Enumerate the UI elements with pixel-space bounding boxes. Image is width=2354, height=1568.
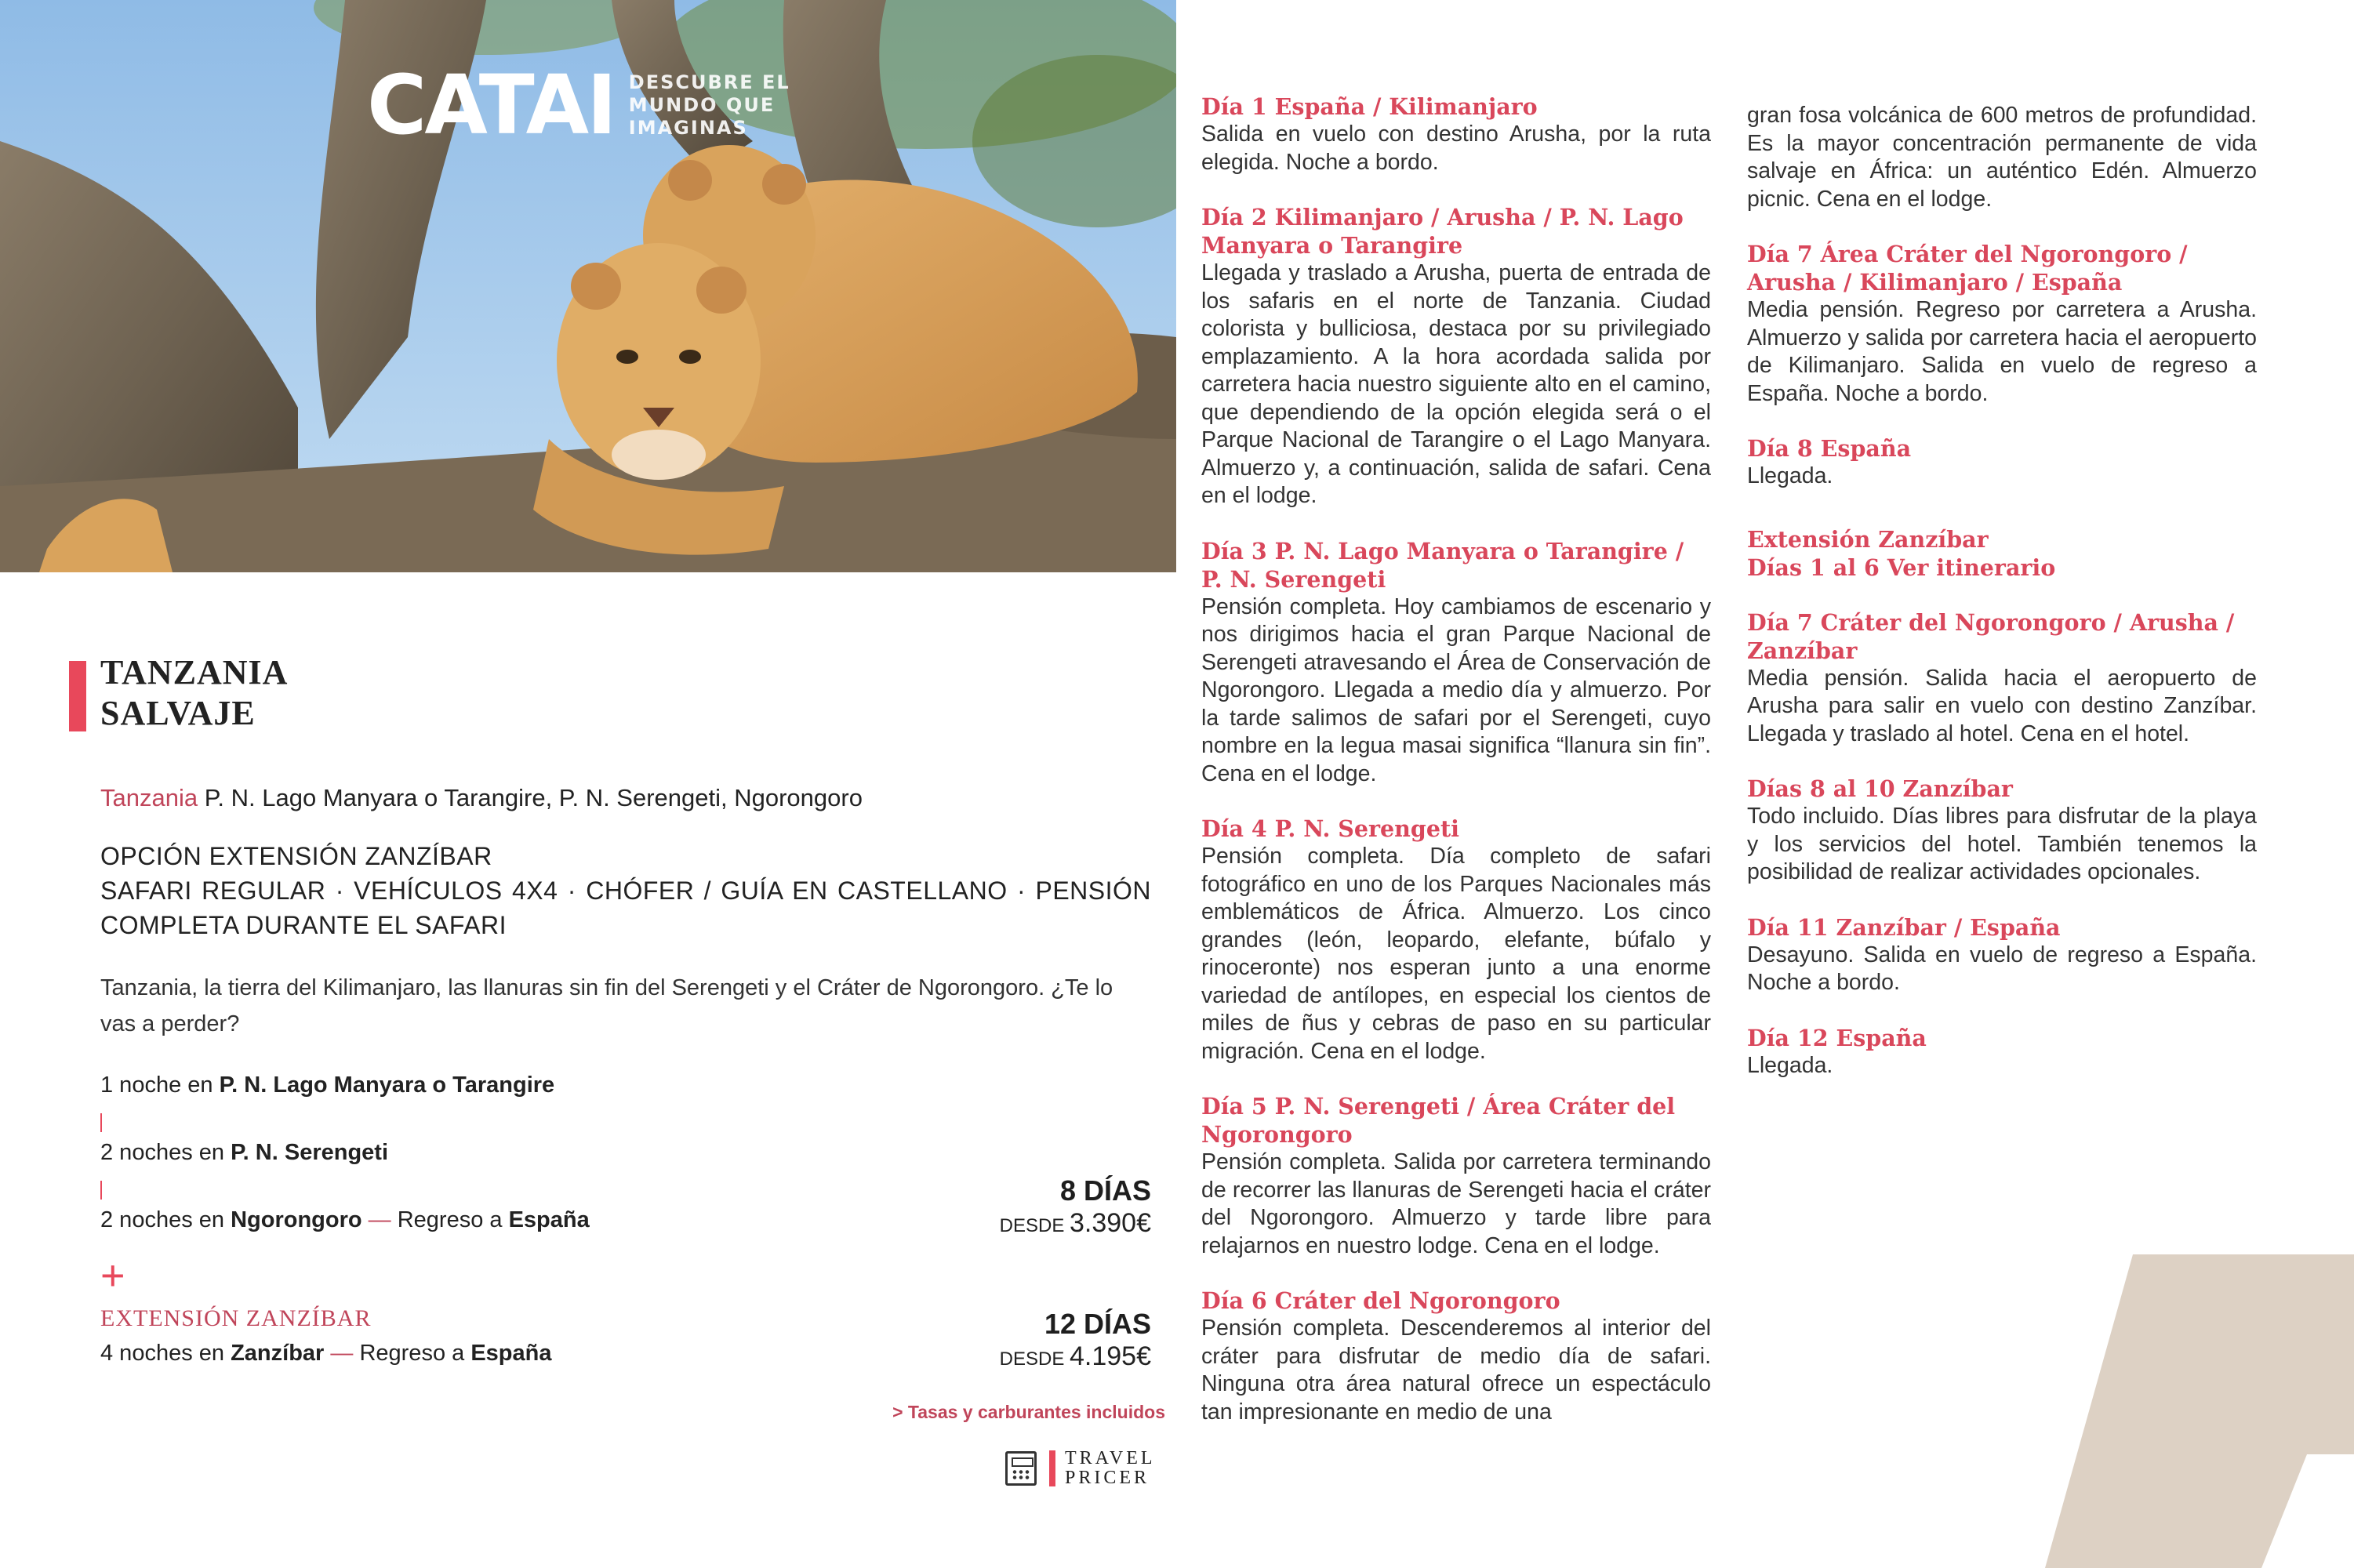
stay-return-country: España [508,1207,590,1232]
extension-title: EXTENSIÓN ZANZÍBAR [100,1305,372,1331]
extension-heading-line: Días 1 al 6 Ver itinerario [1747,554,2056,581]
price-line [1000,1341,1151,1375]
stay-place: P. N. Serengeti [231,1140,389,1165]
price-amount: 3.390€ [1070,1208,1151,1238]
price-8-days [1000,1174,1151,1242]
region-places: P. N. Lago Manyara o Tarangire, P. N. Serengeti, Ngorongoro [204,784,863,811]
pricer-word: TRAVEL [1065,1448,1156,1468]
itinerary-column-2 [1747,102,2257,1106]
stay-nights: 2 noches en [100,1207,231,1232]
stay-dash: — [361,1207,398,1232]
day-title: Día 2 Kilimanjaro / Arusha / P. N. Lago Manyara o Tarangire [1201,204,1684,259]
price-duration: 12 DÍAS [1044,1308,1151,1340]
day-title: Día 7 Área Cráter del Ngorongoro / Arusha / Kilimanjaro / España [1747,241,2188,296]
stay-return: Regreso a [397,1207,509,1232]
brand-wordmark: CATAI [367,57,615,153]
stay-nights: 2 noches en [100,1140,231,1165]
extension-day [1747,913,2257,997]
day-title: Día 7 Cráter del Ngorongoro / Arusha / Zanzíbar [1747,608,2235,664]
day-text: Media pensión. Salida hacia el aeropuerto de Arusha para salir en vuelo con destino Zanzíbar. Llegada y traslado al hotel. Cena en el hotel. [1747,665,2257,746]
day-text: Pensión completa. Día completo de safari fotográfico en uno de los Parques Nacionales más emblemáticos de África. Almuerzo. Los cinco grandes (león, leopardo, elefante, búfalo y rinoceronte) nos esperan junto a una enorme variedad de antílopes, en especial los cientos de miles de ñus y cebras de paso en su particular migración. Cena en el lodge. [1201,844,1711,1064]
day-text: Pensión completa. Hoy cambiamos de escenario y nos dirigimos hacia el gran Parque Nacional de Serengeti atravesando el Área de Conservación de Ngorongoro. Llegada a medio día y almuerzo. Por la tarde salimos de safari por el Serengeti, cuyo nombre en la legua masai significa “llanura sin fin”. Cena en el lodge. [1201,593,1711,786]
stay-item [100,1341,551,1367]
itinerary-day [1747,434,2257,491]
spec-line: OPCIÓN EXTENSIÓN ZANZÍBAR [100,842,492,870]
extension-day [1747,608,2257,749]
extension-day [1747,775,2257,887]
itinerary-day [1201,537,1711,789]
day-title: Día 5 P. N. Serengeti / Área Cráter del Ngorongoro [1201,1093,1676,1148]
day-text: Media pensión. Regreso por carretera a Arusha. Almuerzo y salida por carretera hacia el aeropuerto de Kilimanjaro. Salida en vuelo de regreso a España. Noche a bordo. [1747,297,2257,406]
page-title [100,652,288,734]
day-title: Día 12 España [1747,1024,1927,1051]
day-title: Día 11 Zanzíbar / España [1747,913,2061,941]
pricer-word: PRICER [1065,1468,1150,1488]
brand-tagline [629,71,790,140]
price-duration: 8 DÍAS [1059,1174,1151,1207]
page-title-line: SALVAJE [100,694,256,732]
taxes-included-link[interactable]: > Tasas y carburantes incluidos [892,1402,1165,1422]
day-text: Pensión completa. Salida por carretera terminando de recorrer las llanuras de Serengeti hacia el cráter del Ngorongoro. Almuerzo y tarde libre para relajarnos en nuestro lodge. Cena en el lodge. [1201,1149,1711,1258]
day-text: Todo incluido. Días libres para disfrutar de la playa y los servicios del hotel. También tenemos la posibilidad de realizar actividades opcionales. [1747,804,2257,884]
brand-tagline-line: DESCUBRE EL [628,71,790,93]
stay-place: P. N. Lago Manyara o Tarangire [219,1073,555,1098]
stay-separator [100,1181,102,1200]
day-title: Día 3 P. N. Lago Manyara o Tarangire / P. N. Serengeti [1201,537,1684,593]
extension-heading-line: Extensión Zanzíbar [1747,525,1989,553]
day-text: Desayuno. Salida en vuelo de regreso a España. Noche a bordo. [1747,942,2257,995]
extension-day [1747,1024,2257,1080]
plus-icon: + [100,1252,125,1299]
day-title: Día 8 España [1747,435,1912,462]
pricer-accent-bar [1049,1450,1055,1486]
itinerary-day [1201,93,1711,176]
itinerary-day [1201,1287,1711,1426]
stay-return-country: España [470,1341,552,1366]
brand-tagline-line: MUNDO QUE [628,93,776,116]
hero-photo [0,0,1176,572]
stay-return: Regreso a [359,1341,471,1366]
intro-text: Tanzania, la tierra del Kilimanjaro, las llanuras sin fin del Serengeti y el Cráter de Ngorongoro. ¿Te lo vas a perder? [100,975,1113,1036]
stay-dash: — [324,1341,360,1366]
day-text: gran fosa volcánica de 600 metros de profundidad. Es la mayor concentración permanente de vida salvaje en África: un auténtico Edén. Almuerzo picnic. Cena en el lodge. [1747,103,2257,212]
day-text: Llegada. [1747,1052,1833,1078]
brand-logo [367,57,790,153]
day-title: Día 4 P. N. Serengeti [1201,815,1459,842]
stay-item [100,1073,554,1098]
day-title: Día 1 España / Kilimanjaro [1201,93,1538,120]
pricer-wordmark [1065,1449,1156,1488]
calculator-icon [1005,1451,1037,1486]
day-text: Salida en vuelo con destino Arusha, por la ruta elegida. Noche a bordo. [1201,122,1711,175]
day-title: Día 6 Cráter del Ngorongoro [1201,1287,1560,1314]
itinerary-day-continued [1747,102,2257,213]
stay-separator [100,1113,102,1132]
itinerary-day [1201,815,1711,1065]
stay-nights: 4 noches en [100,1341,231,1366]
day-text: Llegada. [1747,463,1833,488]
price-amount: 4.195€ [1070,1341,1151,1371]
price-from-label: DESDE [999,1215,1065,1236]
day-text: Pensión completa. Descenderemos al interior del cráter para disfrutar de medio día de safari. Ninguna otra área natural ofrece un espectáculo tan impresionante en medio de una [1201,1316,1711,1425]
region-country: Tanzania [100,784,198,811]
day-title: Días 8 al 10 Zanzíbar [1747,775,2013,802]
itinerary-day [1201,1092,1711,1260]
price-from-label: DESDE [999,1348,1065,1370]
stay-place: Zanzíbar [231,1341,325,1366]
travel-pricer-logo [1005,1449,1156,1488]
trip-specs [100,839,1151,942]
stay-place: Ngorongoro [231,1207,362,1232]
price-12-days [1000,1308,1151,1375]
day-text: Llegada y traslado a Arusha, puerta de entrada de los safaris en el norte de Tanzania. Ciudad colorista y bulliciosa, destaca por su privilegiado emplazamiento. A la hora acordada salida por carretera hacia nuestro siguiente alto en el camino, que dependiendo de la opción elegida será o el Parque Nacional de Tarangire o el Lago Manyara. Almuerzo y, a continuación, salida de safari. Cena en el lodge. [1201,260,1711,508]
itinerary-column-1 [1201,93,1711,1453]
page-title-line: TANZANIA [100,653,289,691]
itinerary-day [1201,203,1711,510]
regions-line [100,784,863,812]
itinerary-day [1747,240,2257,408]
stay-nights: 1 noche en [100,1073,220,1098]
stay-item [100,1140,388,1166]
title-accent-bar [69,661,86,731]
extension-heading [1747,525,2257,582]
spec-line: SAFARI REGULAR · VEHÍCULOS 4X4 · CHÓFER / GUÍA EN CASTELLANO · PENSIÓN COMPLETA DURANTE EL SAFARI [100,877,1151,939]
brand-tagline-line: IMAGINAS [628,116,748,139]
price-line [1000,1207,1151,1242]
stay-item [100,1207,590,1233]
